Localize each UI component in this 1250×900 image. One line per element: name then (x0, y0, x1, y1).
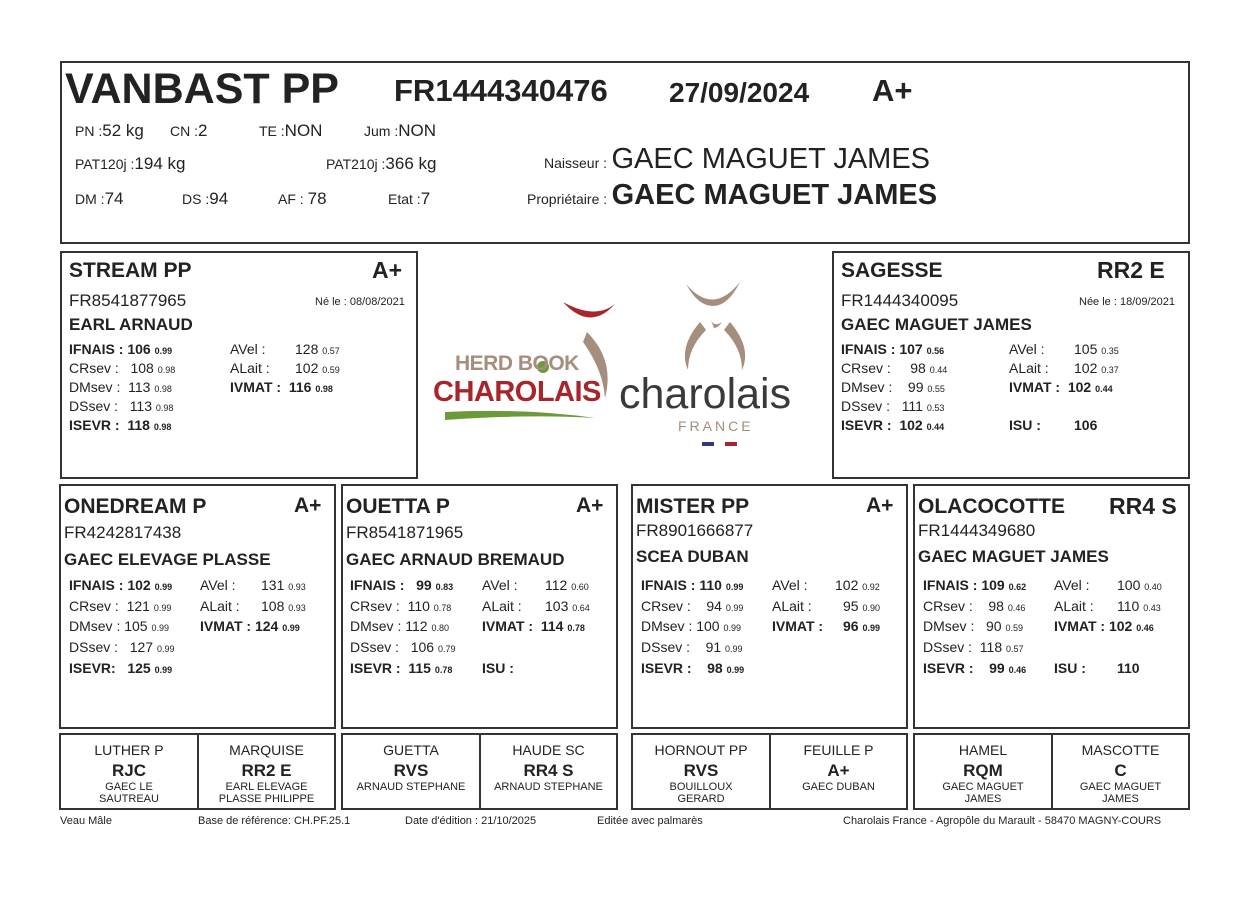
gp2-alait-val: 95 0.90 (843, 598, 880, 614)
etat-field: Etat :7 (388, 189, 431, 208)
gp2-dssev: DSsev : 91 0.99 (641, 639, 743, 655)
pat120-value: 194 kg (134, 154, 186, 173)
gp3-owner: GAEC MAGUET JAMES (918, 547, 1109, 566)
dam-grade: RR2 E (1097, 257, 1165, 283)
sire-alait-val: 102 0.59 (295, 360, 340, 376)
sire-name: STREAM PP (69, 259, 192, 282)
gp3-name: OLACOCOTTE (918, 495, 1065, 518)
ggp-box-7: MASCOTTE C GAEC MAGUET JAMES (1051, 733, 1190, 810)
dam-ifnais: IFNAIS : 107 0.56 (841, 341, 945, 357)
ggp-box-2: GUETTA RVS ARNAUD STEPHANE (341, 733, 481, 810)
grandparent-box-olacocotte (913, 484, 1190, 729)
gp0-owner: GAEC ELEVAGE PLASSE (64, 550, 271, 569)
gp0-name: ONEDREAM P (64, 495, 207, 518)
sire-id: FR8541877965 (69, 291, 187, 310)
gp1-dmsev: DMsev : 112 0.80 (350, 618, 449, 634)
sire-ivmat: IVMAT : 116 0.98 (230, 379, 333, 395)
dm-field: DM :74 (75, 189, 124, 208)
gp3-isu: ISU : (1054, 660, 1086, 676)
herdbook-line2: CHAROLAIS (433, 376, 601, 408)
sire-box (60, 251, 418, 479)
dam-owner: GAEC MAGUET JAMES (841, 315, 1032, 334)
proprietaire-value: GAEC MAGUET JAMES (611, 179, 938, 211)
herdbook-line1: HERD BOOK (455, 352, 579, 375)
ggp-box-5: FEUILLE P A+ GAEC DUBAN (769, 733, 908, 810)
sire-isevr: ISEVR : 118 0.98 (69, 417, 172, 433)
animal-id: FR1444340476 (394, 73, 608, 108)
gp2-grade: A+ (866, 494, 894, 517)
gp1-isevr: ISEVR : 115 0.78 (350, 660, 453, 676)
ggp-box-0: LUTHER P RJC GAEC LE SAUTREAU (59, 733, 199, 810)
naisseur-value: GAEC MAGUET JAMES (611, 143, 931, 175)
animal-name: VANBAST PP (65, 65, 339, 113)
gp1-alait-val: 103 0.64 (545, 598, 590, 614)
dam-dssev: DSsev : 111 0.53 (841, 398, 945, 414)
cn-field: CN :2 (170, 121, 208, 140)
gp3-avel: AVel : (1054, 577, 1090, 593)
jum-field: Jum :NON (364, 121, 437, 140)
dam-isu: ISU : (1009, 417, 1041, 433)
grandparent-box-ouetta (341, 484, 618, 729)
dam-avel: AVel : (1009, 341, 1045, 357)
footer-base: Base de référence: CH.PF.25.1 (198, 815, 351, 827)
gp3-avel-val: 100 0.40 (1117, 577, 1162, 593)
ggp-box-3: HAUDE SC RR4 S ARNAUD STEPHANE (479, 733, 618, 810)
pat210-value: 366 kg (385, 154, 437, 173)
gp3-alait-val: 110 0.43 (1117, 598, 1161, 614)
animal-grade: A+ (872, 73, 913, 108)
gp1-isu: ISU : (482, 660, 514, 676)
grandparent-box-onedream (59, 484, 336, 729)
france-word: FRANCE (678, 418, 754, 434)
gp3-isu-val: 110 (1117, 660, 1140, 676)
gp3-ivmat: IVMAT : 102 0.46 (1054, 618, 1154, 634)
gp3-id: FR1444349680 (918, 521, 1036, 540)
pat210-field: PAT210j :366 kg (326, 154, 437, 173)
etat-value: 7 (420, 189, 431, 208)
sire-avel: AVel : (230, 341, 266, 357)
naisseur-field: Naisseur : GAEC MAGUET JAMES (544, 143, 931, 175)
gp1-alait: ALait : (482, 598, 522, 614)
gp0-alait-val: 108 0.93 (261, 598, 306, 614)
gp3-dssev: DSsev : 118 0.57 (923, 639, 1024, 655)
gp1-avel: AVel : (482, 577, 518, 593)
gp0-isevr: ISEVR: 125 0.99 (69, 660, 173, 676)
proprietaire-field: Propriétaire : GAEC MAGUET JAMES (527, 179, 938, 211)
animal-date: 27/09/2024 (669, 77, 810, 108)
dam-box (832, 251, 1190, 479)
gp1-ivmat: IVMAT : 114 0.78 (482, 618, 585, 634)
gp2-isevr: ISEVR : 98 0.99 (641, 660, 745, 676)
gp3-alait: ALait : (1054, 598, 1094, 614)
dam-isevr: ISEVR : 102 0.44 (841, 417, 945, 433)
ggp-box-6: HAMEL RQM GAEC MAGUET JAMES (913, 733, 1053, 810)
sire-dmsev: DMsev : 113 0.98 (69, 379, 172, 395)
grandparent-box-mister (631, 484, 908, 729)
gp3-grade: RR4 S (1109, 493, 1177, 519)
gp1-dssev: DSsev : 106 0.79 (350, 639, 456, 655)
gp0-avel: AVel : (200, 577, 236, 593)
ds-field: DS :94 (182, 189, 229, 208)
ggp-box-1: MARQUISE RR2 E EARL ELEVAGE PLASSE PHILIPPE (197, 733, 336, 810)
gp2-crsev: CRsev : 94 0.99 (641, 598, 744, 614)
gp1-avel-val: 112 0.60 (545, 577, 589, 593)
gp2-ivmat: IVMAT : (772, 618, 824, 634)
sire-dssev: DSsev : 113 0.98 (69, 398, 174, 414)
gp2-dmsev: DMsev : 100 0.99 (641, 618, 742, 634)
gp0-id: FR4242817438 (64, 523, 182, 542)
footer-palmares: Editée avec palmarès (597, 815, 703, 827)
footer-address: Charolais France - Agropôle du Marault - 58470 MAGNY-COURS (843, 815, 1162, 827)
charolais-france-logo (618, 278, 828, 453)
te-field: TE :NON (259, 121, 323, 140)
sire-alait: ALait : (230, 360, 270, 376)
gp2-name: MISTER PP (636, 495, 750, 518)
dam-alait-val: 102 0.37 (1074, 360, 1119, 376)
gp1-name: OUETTA P (346, 495, 450, 518)
gp3-crsev: CRsev : 98 0.46 (923, 598, 1026, 614)
dam-avel-val: 105 0.35 (1074, 341, 1119, 357)
dam-name: SAGESSE (841, 259, 943, 282)
gp1-ifnais: IFNAIS : 99 0.83 (350, 577, 454, 593)
gp2-ivmat-val: 96 0.99 (843, 618, 880, 634)
gp1-owner: GAEC ARNAUD BREMAUD (346, 550, 565, 569)
sire-born: Né le : 08/08/2021 (315, 296, 405, 308)
gp3-ifnais: IFNAIS : 109 0.62 (923, 577, 1027, 593)
af-value: 78 (307, 189, 327, 208)
animal-header-box (60, 61, 1190, 244)
ggp-box-4: HORNOUT PP RVS BOUILLOUX GERARD (631, 733, 771, 810)
dam-isu-val: 106 (1074, 417, 1098, 433)
dam-id: FR1444340095 (841, 291, 959, 310)
sire-owner: EARL ARNAUD (69, 315, 193, 334)
gp1-grade: A+ (576, 494, 604, 517)
gp1-id: FR8541871965 (346, 523, 464, 542)
dam-crsev: CRsev : 98 0.44 (841, 360, 948, 376)
pat120-field: PAT120j :194 kg (75, 154, 186, 173)
sire-avel-val: 128 0.57 (295, 341, 340, 357)
dm-value: 74 (104, 189, 124, 208)
footer-edition: Date d'édition : 21/10/2025 (405, 815, 537, 827)
gp2-id: FR8901666877 (636, 521, 754, 540)
gp0-avel-val: 131 0.93 (261, 577, 306, 593)
pn-value: 52 kg (102, 121, 144, 140)
gp0-dmsev: DMsev : 105 0.99 (69, 618, 170, 634)
dam-ivmat: IVMAT : 102 0.44 (1009, 379, 1113, 395)
te-value: NON (284, 121, 323, 140)
ds-value: 94 (209, 189, 229, 208)
gp2-owner: SCEA DUBAN (636, 547, 749, 566)
gp3-isevr: ISEVR : 99 0.46 (923, 660, 1027, 676)
gp0-ifnais: IFNAIS : 102 0.99 (69, 577, 173, 593)
gp2-avel: AVel : (772, 577, 808, 593)
gp3-dmsev: DMsev : 90 0.59 (923, 618, 1024, 634)
cn-value: 2 (198, 121, 208, 140)
dam-born: Née le : 18/09/2021 (1079, 296, 1176, 308)
gp0-ivmat: IVMAT : 124 0.99 (200, 618, 300, 634)
gp2-avel-val: 102 0.92 (835, 577, 880, 593)
dam-dmsev: DMsev : 99 0.55 (841, 379, 945, 395)
gp2-alait: ALait : (772, 598, 812, 614)
sire-crsev: CRsev : 108 0.98 (69, 360, 176, 376)
pn-field: PN :52 kg (75, 121, 144, 140)
gp0-alait: ALait : (200, 598, 240, 614)
gp2-ifnais: IFNAIS : 110 0.99 (641, 577, 744, 593)
gp0-grade: A+ (294, 494, 322, 517)
af-field: AF : 78 (278, 189, 327, 208)
sire-ifnais: IFNAIS : 106 0.99 (69, 341, 173, 357)
charolais-word: charolais (619, 370, 792, 418)
gp1-crsev: CRsev : 110 0.78 (350, 598, 452, 614)
gp0-dssev: DSsev : 127 0.99 (69, 639, 175, 655)
herd-book-logo (425, 290, 625, 430)
jum-value: NON (398, 121, 437, 140)
footer-sex: Veau Mâle (60, 815, 112, 827)
sire-grade: A+ (372, 257, 403, 283)
gp0-crsev: CRsev : 121 0.99 (69, 598, 172, 614)
dam-alait: ALait : (1009, 360, 1049, 376)
